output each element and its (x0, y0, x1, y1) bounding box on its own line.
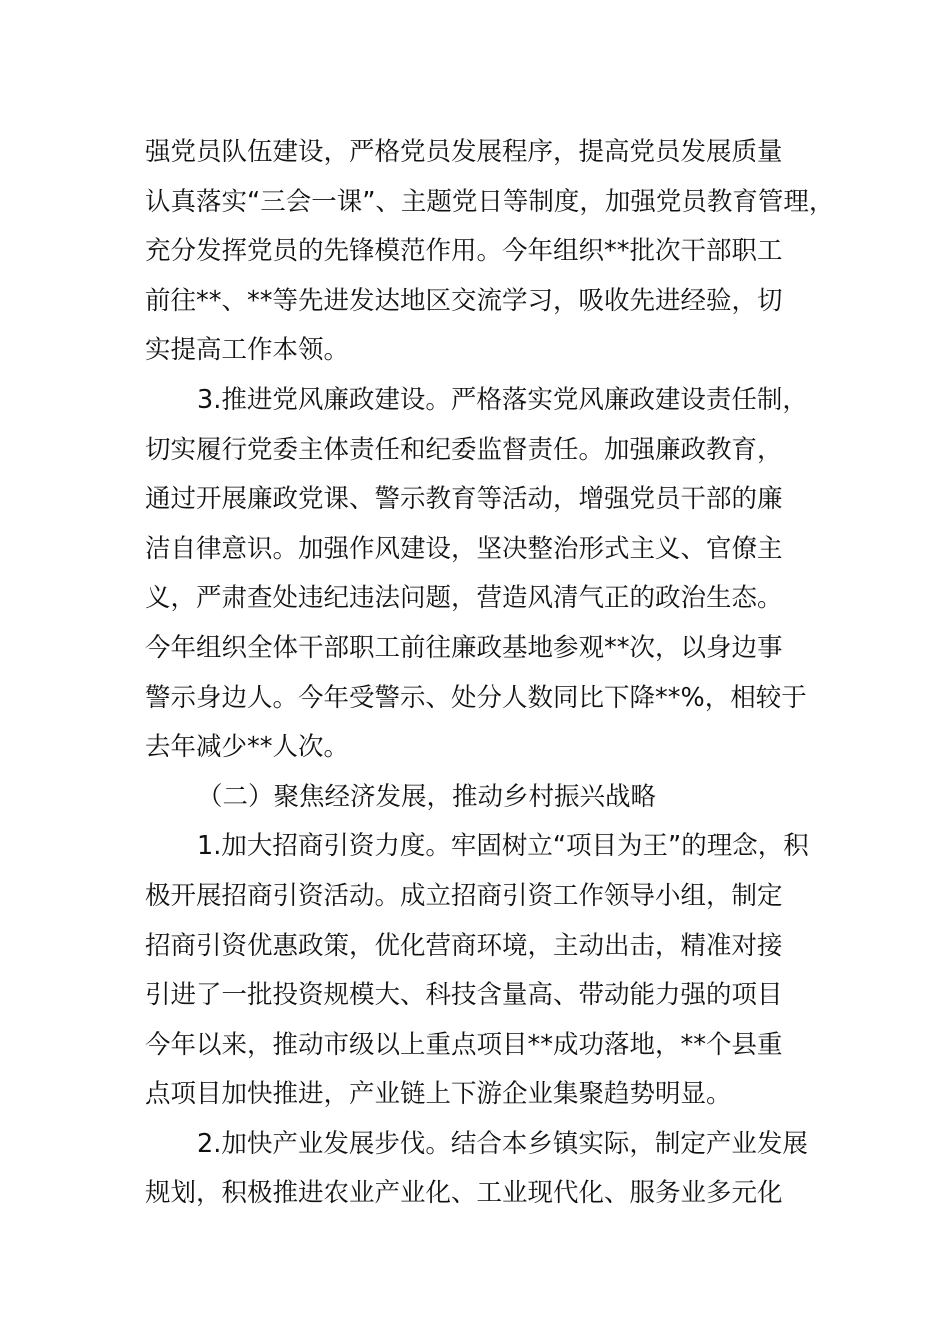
text-line: 警示身边人。今年受警示、处分人数同比下降**%，相较于 (145, 682, 807, 713)
text-line: 强党员队伍建设，严格党员发展程序，提高党员发展质量 (145, 137, 783, 167)
text-line: 引进了一批投资规模大、科技含量高、带动能力强的项目 (145, 980, 783, 1011)
text-line: 去年减少**人次。 (145, 732, 350, 763)
text-line: 今年组织全体干部职工前往廉政基地参观**次，以身边事 (145, 632, 783, 663)
text-line: 义，严肃查处违纪违法问题，营造风清气正的政治生态。 (145, 583, 783, 614)
paragraph-start-line: 3.推进党风廉政建设。严格落实党风廉政建设责任制， (197, 384, 808, 415)
text-line: 认真落实“三会一课”、主题党日等制度，加强党员教育管理， (145, 186, 835, 217)
text-line: 点项目加快推进，产业链上下游企业集聚趋势明显。 (145, 1079, 732, 1110)
text-line: 规划，积极推进农业产业化、工业现代化、服务业多元化 (145, 1178, 783, 1209)
document-body (145, 128, 835, 1219)
section-heading: （二）聚焦经济发展，推动乡村振兴战略 (197, 781, 657, 812)
paragraph-start-line: 2.加快产业发展步伐。结合本乡镇实际，制定产业发展 (197, 1128, 808, 1159)
text-line: 极开展招商引资活动。成立招商引资工作领导小组，制定 (145, 880, 783, 911)
text-line: 切实履行党委主体责任和纪委监督责任。加强廉政教育， (145, 434, 783, 465)
text-line: 前往**、**等先进发达地区交流学习，吸收先进经验，切 (145, 285, 783, 316)
paragraph-start-line: 1.加大招商引资力度。牢固树立“项目为王”的理念，积 (197, 831, 809, 862)
text-line: 洁自律意识。加强作风建设，坚决整治形式主义、官僚主 (145, 533, 783, 564)
text-line: 招商引资优惠政策，优化营商环境，主动出击，精准对接 (145, 930, 783, 961)
text-line: 今年以来，推动市级以上重点项目**成功落地，**个县重 (145, 1029, 783, 1060)
text-line: 实提高工作本领。 (145, 335, 350, 366)
text-line: 通过开展廉政党课、警示教育等活动，增强党员干部的廉 (145, 484, 783, 515)
text-line: 充分发挥党员的先锋模范作用。今年组织**批次干部职工 (145, 236, 783, 267)
